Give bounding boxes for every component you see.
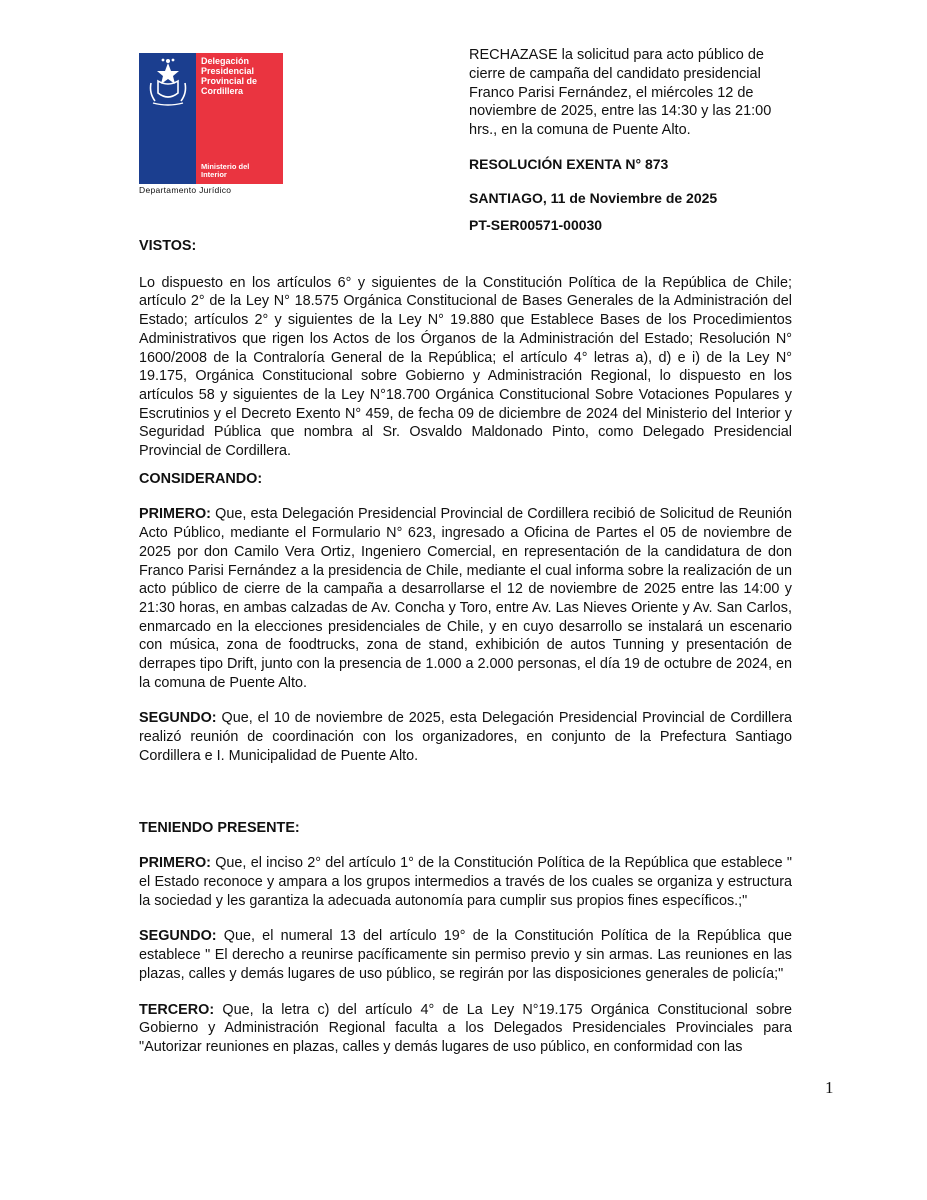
logo-ministry-line: Ministerio del: [201, 162, 250, 171]
paragraph-text: Que, la letra c) del artículo 4° de La Ley N°19.175 Orgánica Constitucional sobre Gobierno y Administración Regional faculta a los Delegados Presidenciales Provinciales para "Autorizar reuniones en plazas, calles y demás lugares de uso público, en conformidad con las: [139, 1001, 793, 1055]
paragraph-label: SEGUNDO:: [139, 928, 217, 945]
coat-of-arms-icon: [143, 57, 193, 109]
paragraph-label: TERCERO:: [139, 1001, 215, 1018]
place-date: SANTIAGO, 11 de Noviembre de 2025: [469, 189, 718, 206]
considerando-paragraph: [139, 505, 792, 692]
document-body: [139, 237, 792, 1057]
paragraph-text: Que, esta Delegación Presidencial Provincial de Cordillera recibió de Solicitud de Reunión Acto Público, mediante el Formulario N° 623, ingresado a Oficina de Partes el 05 de noviembre de 2025 por don Camilo Vera Ortiz, Ingeniero Comercial, en representación de la candidatura de don Franco Parisi Fernández a la presidencia de Chile, mediante el cual informa sobre la realización de un acto público de cierre de la campaña a desarrollarse el 12 de noviembre de 2025 entre las 14:00 y 21:30 horas, en ambas calzadas de Av. Concha y Toro, entre Av. Las Nieves Oriente y Av. San Carlos, enmarcado en la elecciones presidenciales de Chile, y en cuyo desarrollo se instalará un escenario con música, zona de foodtrucks, zona de stand, exhibición de autos Tunning y presentación de derrapes tipo Drift, junto con la presencia de 1.000 a 2.000 personas, el día 19 de octubre de 2024, en la comuna de Puente Alto.: [139, 506, 792, 691]
considerando-paragraph: [139, 709, 792, 765]
logo-name-line: Delegación: [201, 56, 250, 66]
resolution-number: RESOLUCIÓN EXENTA N° 873: [469, 155, 669, 172]
teniendo-paragraph: [139, 1001, 792, 1057]
paragraph-label: PRIMERO:: [139, 506, 211, 523]
section-title-considerando: CONSIDERANDO:: [139, 470, 263, 487]
paragraph-text: Que, el numeral 13 del artículo 19° de la Constitución Política de la República que establece " El derecho a reunirse pacíficamente sin permiso previo y sin armas. Las reuniones en las plazas, calles y demás lugares de uso público, se regirán por las disposiciones generales de policía;": [139, 928, 793, 982]
document-header: [469, 46, 794, 234]
logo-ministry-line: Interior: [201, 170, 227, 179]
page-number: 1: [825, 1078, 834, 1097]
logo-name-line: Presidencial: [201, 66, 255, 76]
logo-name-line: Cordillera: [201, 86, 244, 96]
logo-ministry-name: [201, 163, 249, 179]
section-title-teniendo-presente: TENIENDO PRESENTE:: [139, 819, 300, 836]
paragraph-label: PRIMERO:: [139, 855, 211, 872]
teniendo-paragraph: [139, 927, 792, 983]
vistos-paragraph: Lo dispuesto en los artículos 6° y siguientes de la Constitución Política de la República de Chile; artículo 2° de la Ley N° 18.575 Orgánica Constitucional de Bases Generales de la Administración del Estado; artículos 2° y siguientes de la Ley N° 19.880 que Establece Bases de los Procedimientos Administrativos que rigen los Actos de los Órganos de la Administración del Estado; Resolución N° 1600/2008 de la Contraloría General de la República; el artículo 4° letras a), d) e i) de la Ley N° 19.175, Orgánica Constitucional sobre Gobierno y Administración Regional, lo dispuesto en los artículos 58 y siguientes de la Ley N°18.700 Orgánica Constitucional Sobre Votaciones Populares y Escrutinios y el Decreto Exento N° 459, de fecha 09 de diciembre de 2024 del Ministerio del Interior y Seguridad Pública que nombra al Sr. Osvaldo Maldonado Pinto, como Delegado Presidencial Provincial de Cordillera.: [139, 274, 792, 460]
department-label: Departamento Jurídico: [139, 185, 232, 195]
resolution-summary: RECHAZASE la solicitud para acto público de cierre de campaña del candidato presidencial Franco Parisi Fernández, el miércoles 12 de noviembre de 2025, entre las 14:30 y las 21:00 hrs., en la comuna de Puente Alto.: [469, 47, 772, 139]
paragraph-text: Que, el 10 de noviembre de 2025, esta Delegación Presidencial Provincial de Cordillera realizó reunión de coordinación con los organizadores, en conjunto de la Prefectura Santiago Cordillera e I. Municipalidad de Puente Alto.: [139, 710, 792, 764]
logo-institution-name: [201, 56, 257, 96]
institution-logo: [139, 53, 283, 184]
paragraph-label: SEGUNDO:: [139, 710, 217, 727]
teniendo-paragraph: [139, 854, 792, 910]
paragraph-text: Que, el inciso 2° del artículo 1° de la Constitución Política de la República que establece " el Estado reconoce y ampara a los grupos intermedios a través de los cuales se organiza y estructura la sociedad y les garantiza la adecuada autonomía para cumplir sus propios fines específicos.;": [139, 855, 793, 909]
logo-blue-panel: [139, 53, 196, 184]
section-title-vistos: VISTOS:: [139, 238, 197, 254]
document-code: PT-SER00571-00030: [469, 216, 603, 233]
logo-name-line: Provincial de: [201, 76, 258, 86]
